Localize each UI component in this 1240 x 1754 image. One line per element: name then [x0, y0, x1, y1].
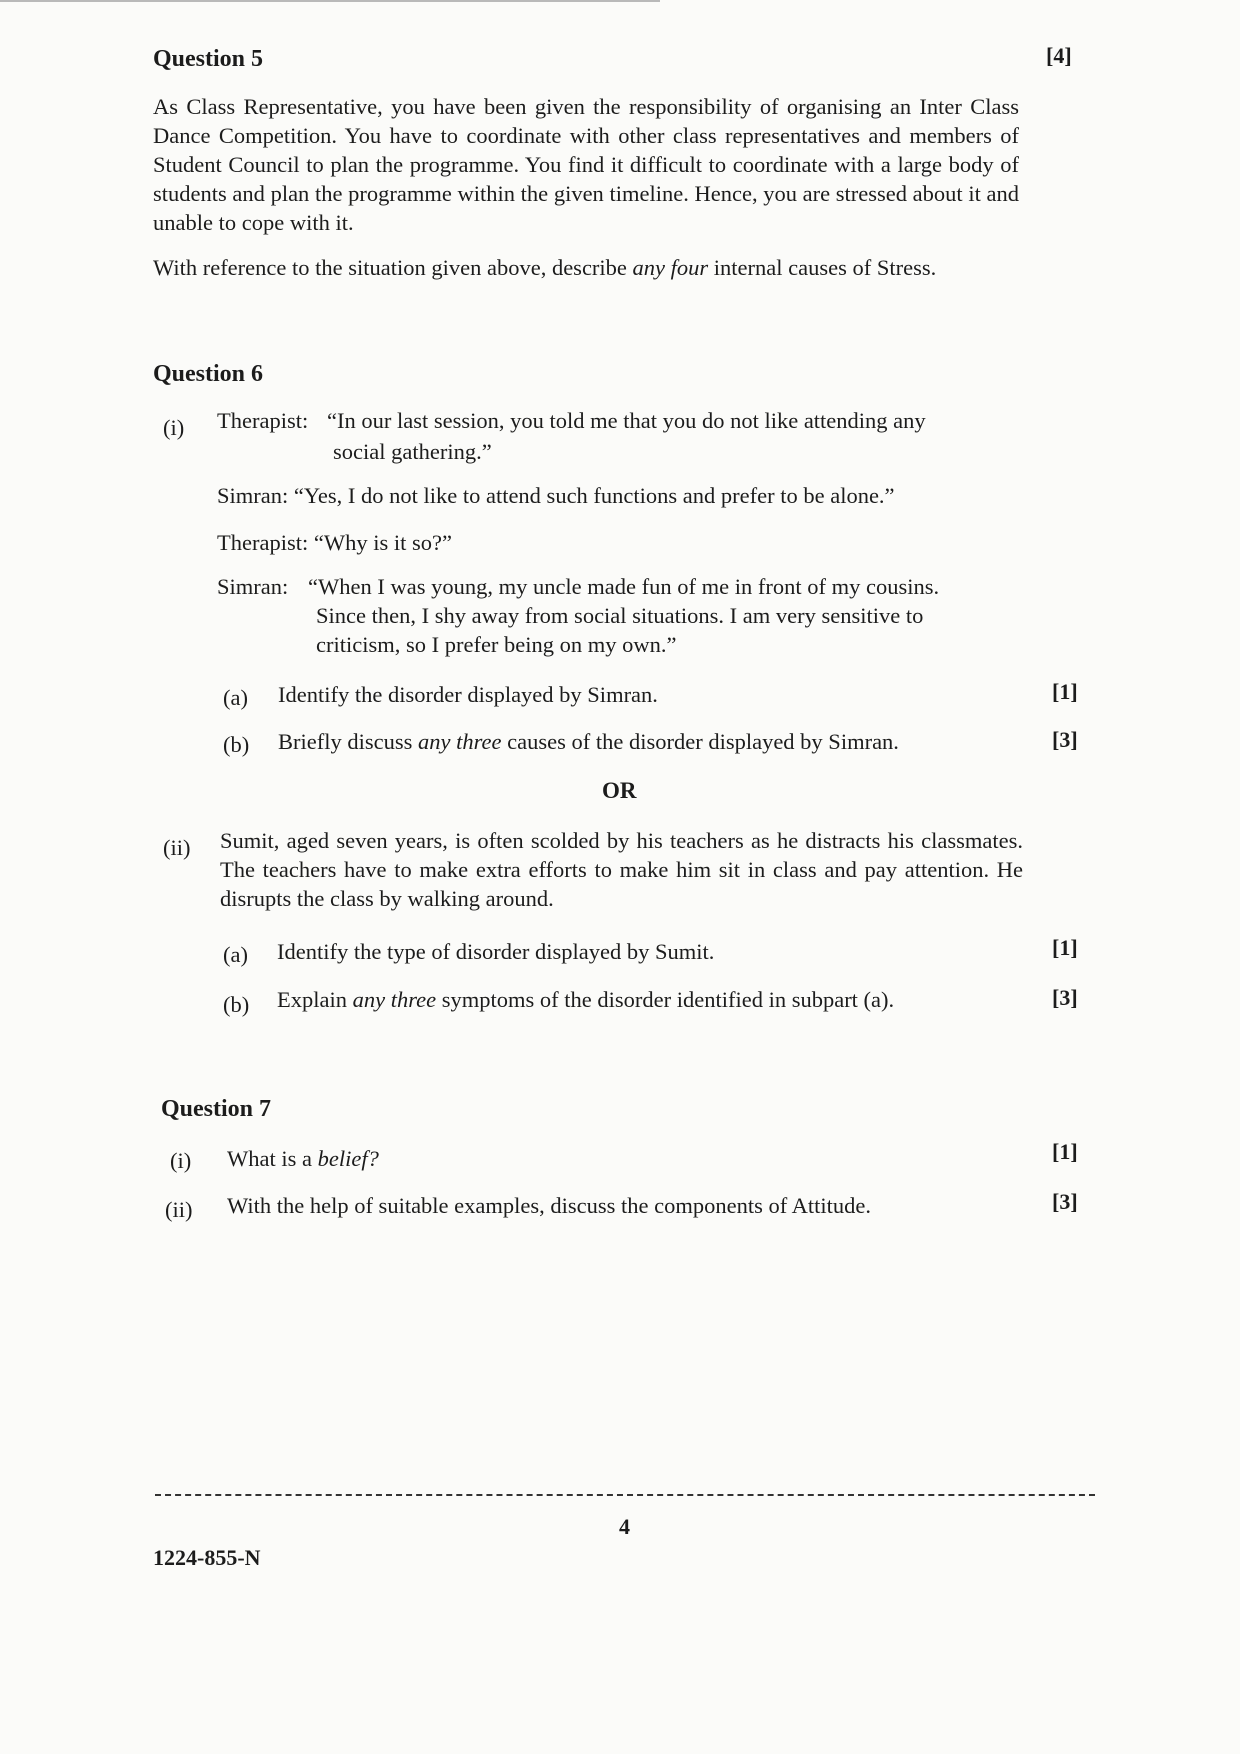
q7-i-number: (i)	[170, 1148, 192, 1173]
part-ii-text: Sumit, aged seven years, is often scolded by his teachers as he distracts his classmates. The teachers have to make extra efforts to make him sit in class and pay attention. He disrupts the class by walking around.	[220, 828, 1023, 911]
part-ii-b-number: (b)	[223, 992, 250, 1017]
simran-line-4a: “When I was young, my uncle made fun of me in front of my cousins.	[308, 574, 940, 599]
therapist-line-1b: social gathering.”	[333, 439, 492, 464]
or-separator: OR	[602, 778, 637, 803]
question-5-task	[153, 253, 936, 282]
q7-i-emphasis: belief?	[317, 1146, 379, 1171]
part-i-b-text	[278, 727, 899, 756]
therapist-line-1a: “In our last session, you told me that you do not like attending any	[327, 408, 926, 433]
part-i-a-text: Identify the disorder displayed by Simran.	[278, 682, 658, 707]
page-number: 4	[619, 1514, 630, 1539]
part-ii-b-marks: [3]	[1052, 985, 1078, 1010]
task-emphasis: any four	[632, 255, 709, 280]
part-ii-a-marks: [1]	[1052, 935, 1078, 960]
therapist-line-3: Therapist: “Why is it so?”	[217, 530, 452, 555]
footer-dashed-rule	[155, 1494, 1095, 1496]
q7-i-text	[227, 1144, 379, 1173]
b-emphasis: any three	[352, 987, 437, 1012]
part-i-b-number: (b)	[223, 732, 250, 757]
question-5-marks: [4]	[1046, 43, 1072, 68]
task-text-end: internal causes of Stress.	[708, 255, 937, 280]
therapist-speaker: Therapist:	[217, 408, 309, 433]
part-i-b-marks: [3]	[1052, 727, 1078, 752]
part-ii-number: (ii)	[163, 835, 191, 860]
question-5-title: Question 5	[153, 46, 264, 72]
q7-ii-number: (ii)	[165, 1197, 193, 1222]
q7-i-plain: What is a	[227, 1146, 318, 1171]
question-5-scenario: As Class Representative, you have been given the responsibility of organising an Inter Class Dance Competition. You have to coordinate with other class representatives and members of Student Council to plan the programme. You find it difficult to coordinate with a large body of students and plan the programme within the given timeline. Hence, you are stressed about it and unable to cope with it.	[153, 94, 1019, 235]
simran-line-4c: criticism, so I prefer being on my own.”	[316, 632, 677, 657]
q7-ii-text: With the help of suitable examples, discuss the components of Attitude.	[227, 1193, 871, 1218]
top-edge-rule	[0, 0, 660, 2]
q7-i-marks: [1]	[1052, 1139, 1078, 1164]
b-text: Briefly discuss	[278, 729, 418, 754]
question-7-title: Question 7	[161, 1096, 272, 1122]
simran-speaker: Simran:	[217, 574, 289, 599]
part-ii-a-number: (a)	[223, 942, 248, 967]
paper-code: 1224-855-N	[153, 1545, 261, 1570]
part-ii-a-text: Identify the type of disorder displayed by Sumit.	[277, 939, 715, 964]
part-ii-b-text	[277, 985, 894, 1014]
question-6-title: Question 6	[153, 361, 264, 387]
part-i-a-marks: [1]	[1052, 679, 1078, 704]
simran-line-4b: Since then, I shy away from social situations. I am very sensitive to	[316, 603, 924, 628]
part-i-number: (i)	[163, 415, 185, 440]
simran-line-2: Simran: “Yes, I do not like to attend such functions and prefer to be alone.”	[217, 483, 895, 508]
b-text-end: symptoms of the disorder identified in subpart (a).	[436, 987, 895, 1012]
q7-ii-marks: [3]	[1052, 1189, 1078, 1214]
b-emphasis: any three	[418, 729, 502, 754]
b-text-end: causes of the disorder displayed by Simran.	[501, 729, 899, 754]
task-text: With reference to the situation given above, describe	[153, 255, 633, 280]
b-text: Explain	[277, 987, 353, 1012]
part-i-a-number: (a)	[223, 685, 248, 710]
